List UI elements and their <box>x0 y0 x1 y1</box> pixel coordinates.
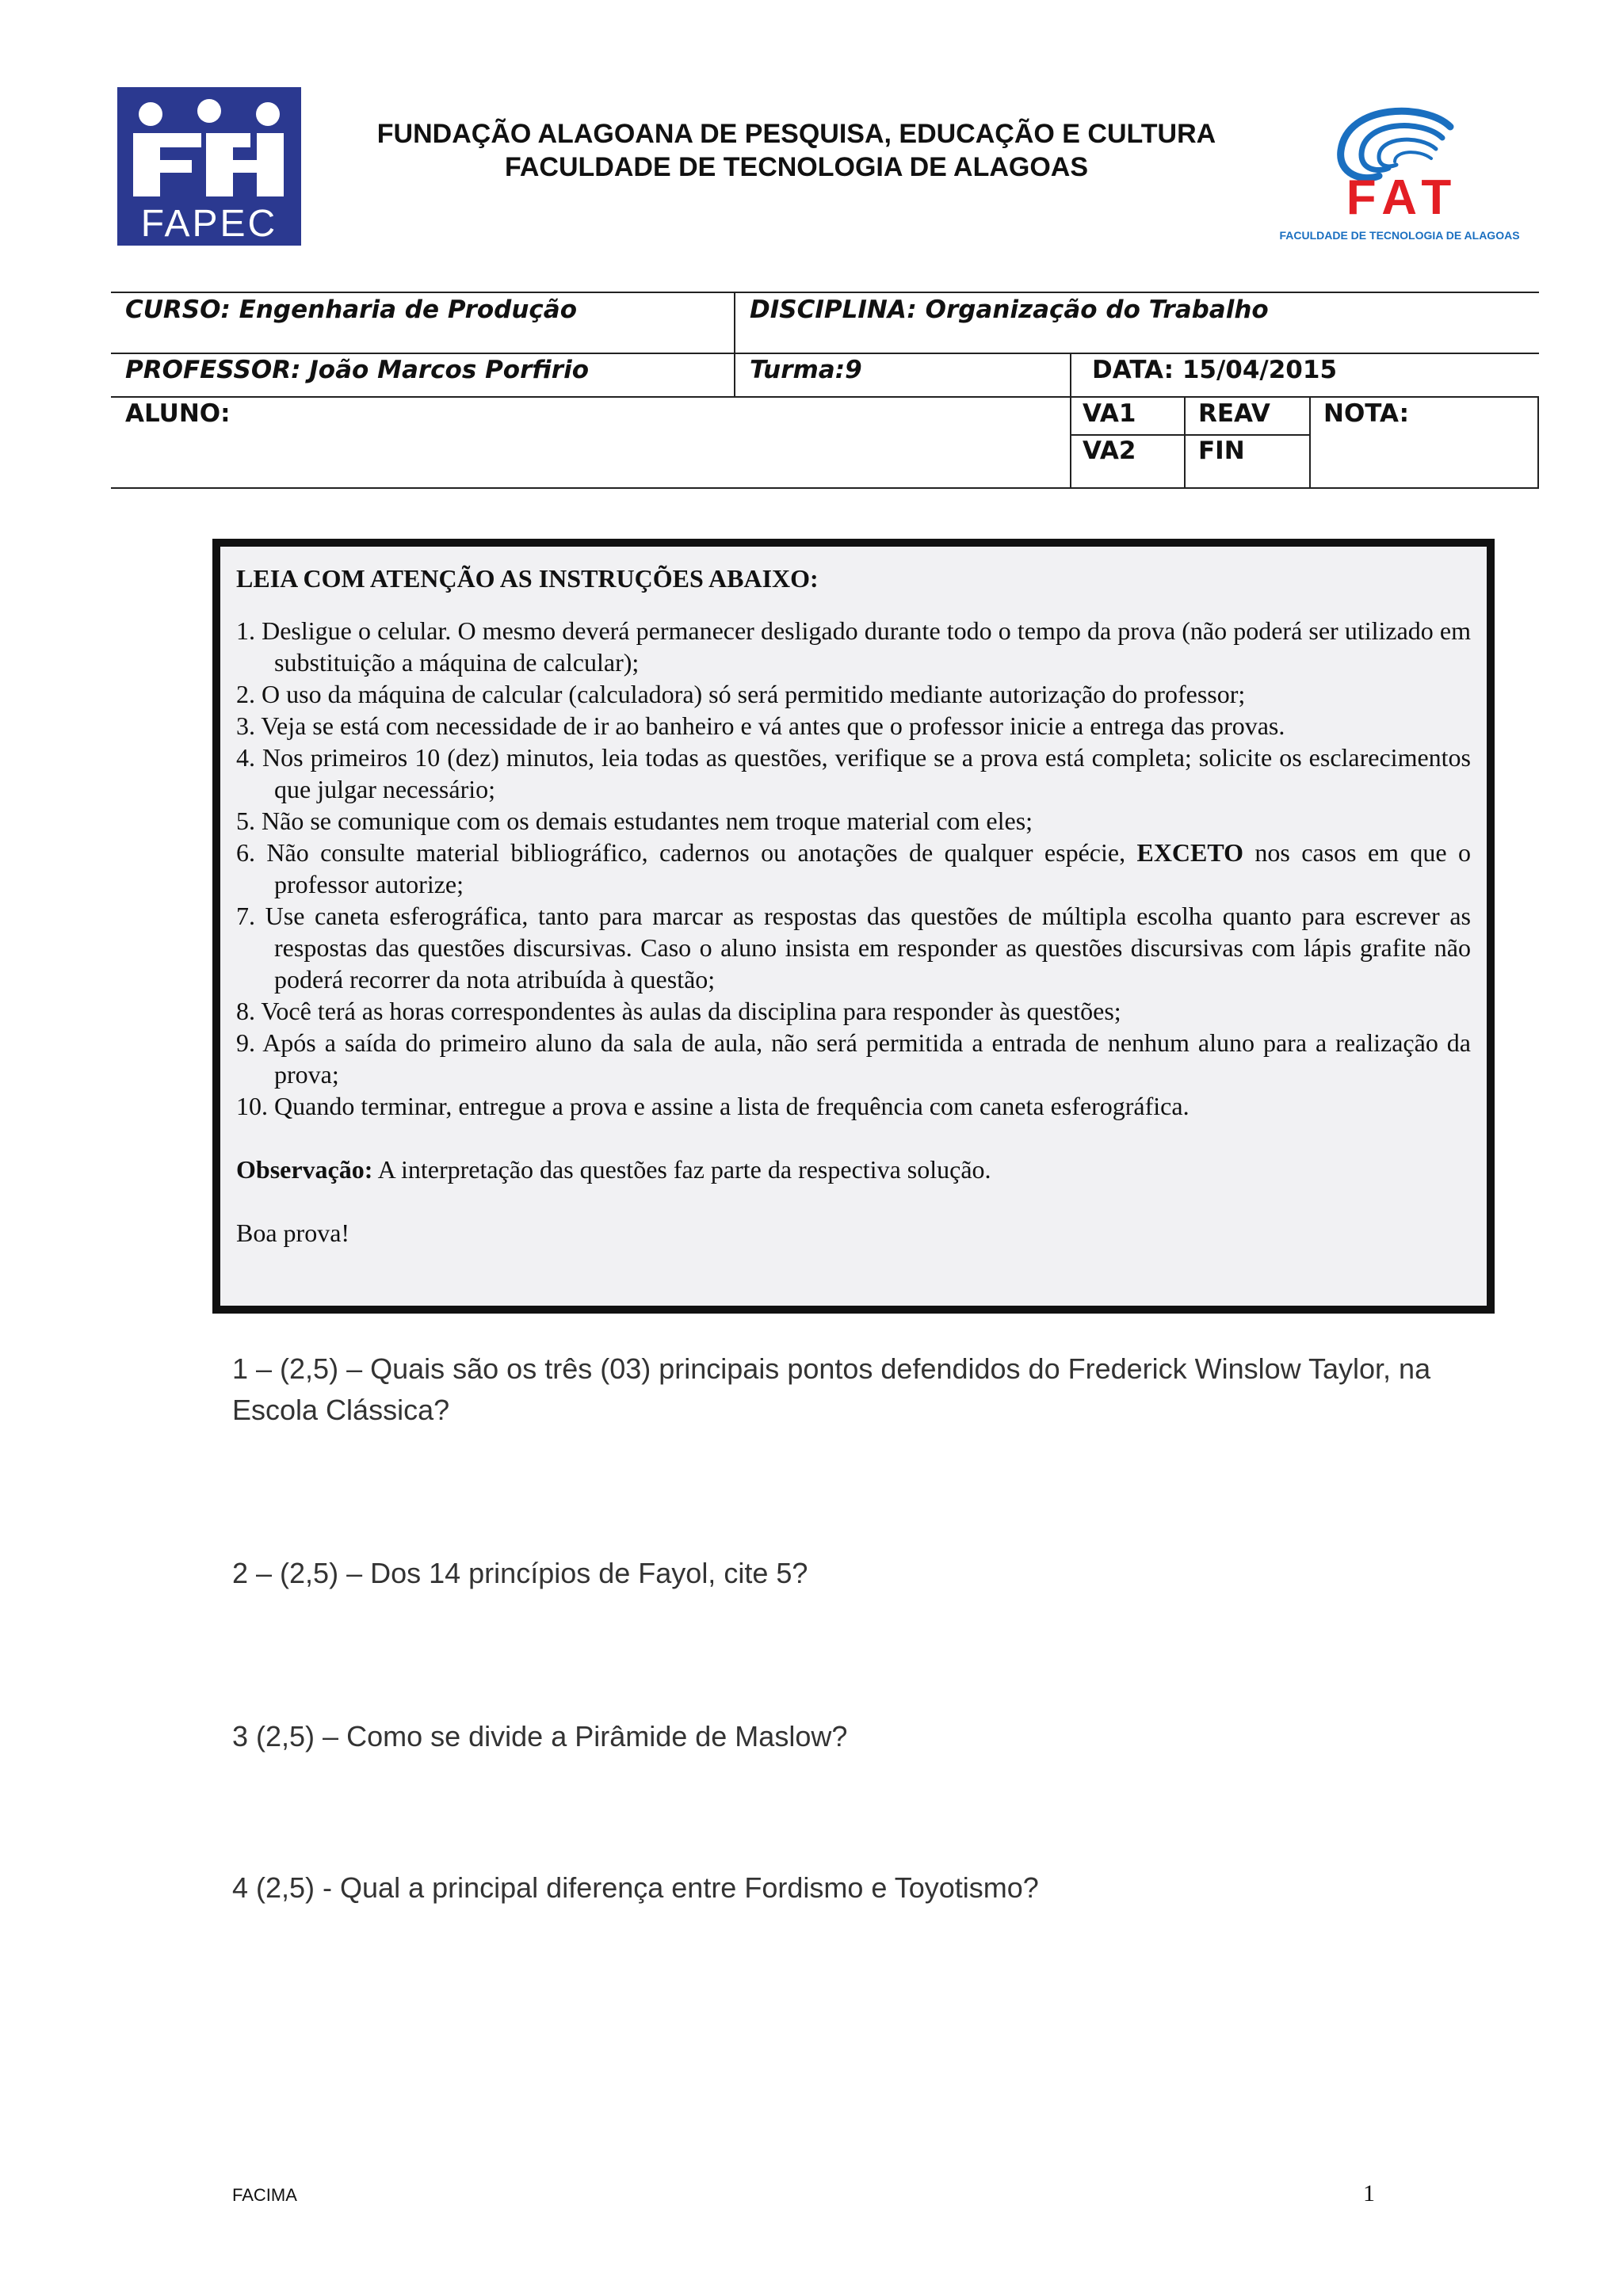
question-1: 1 – (2,5) – Quais são os três (03) principais pontos defendidos do Frederick Winslow Taylor, na Escola Clássica? <box>232 1352 1431 1426</box>
professor-field: PROFESSOR: João Marcos Porfirio <box>125 356 589 384</box>
table-border <box>1309 396 1311 487</box>
instructions-box <box>212 539 1495 1314</box>
instruction-item: 4. Nos primeiros 10 (dez) minutos, leia todas as questões, verifique se a prova está completa; solicite os esclarecimentos que julgar necessário; <box>236 743 1471 803</box>
fapec-logo <box>117 87 301 246</box>
fin-field: FIN <box>1198 437 1245 465</box>
table-border <box>1184 396 1186 487</box>
fat-logo <box>1252 103 1545 246</box>
grade-field: NOTA: <box>1323 399 1410 428</box>
reav-field: REAV <box>1198 399 1270 428</box>
course-field: CURSO: Engenharia de Produção <box>125 296 578 324</box>
table-border <box>111 396 1539 398</box>
instruction-item: 8. Você terá as horas correspondentes às aulas da disciplina para responder às questões; <box>236 997 1121 1025</box>
fat-logo-subtitle: FACULDADE DE TECNOLOGIA DE ALAGOAS <box>1279 229 1520 242</box>
table-border <box>734 292 735 396</box>
instructions-title: LEIA COM ATENÇÃO AS INSTRUÇÕES ABAIXO: <box>236 564 819 593</box>
table-border <box>1070 396 1071 487</box>
closing-text: Boa prova! <box>236 1219 350 1247</box>
instruction-item: 3. Veja se está com necessidade de ir ao banheiro e vá antes que o professor inicie a entrega das provas. <box>236 711 1285 740</box>
va2-field: VA2 <box>1083 437 1136 465</box>
instruction-item: 5. Não se comunique com os demais estudantes nem troque material com eles; <box>236 807 1033 835</box>
table-border <box>111 353 1539 354</box>
question-3: 3 (2,5) – Como se divide a Pirâmide de Maslow? <box>232 1720 848 1753</box>
question-4: 4 (2,5) - Qual a principal diferença entre Fordismo e Toyotismo? <box>232 1871 1039 1904</box>
question-2: 2 – (2,5) – Dos 14 princípios de Fayol, cite 5? <box>232 1557 808 1589</box>
instruction-item: 2. O uso da máquina de calcular (calculadora) só será permitido mediante autorização do professor; <box>236 680 1246 708</box>
table-border <box>111 292 1539 293</box>
table-border <box>111 487 1539 489</box>
footer-label: FACIMA <box>232 2185 297 2205</box>
instruction-item: 9. Após a saída do primeiro aluno da sala de aula, não será permitida a entrada de nenhum aluno para a realização da prova; <box>236 1028 1471 1089</box>
organization-name: FUNDAÇÃO ALAGOANA DE PESQUISA, EDUCAÇÃO E CULTURA <box>376 119 1216 149</box>
class-field: Turma:9 <box>750 356 862 384</box>
observation-text: A interpretação das questões faz parte da respectiva solução. <box>372 1155 991 1184</box>
student-field: ALUNO: <box>125 399 231 428</box>
instruction-item: 7. Use caneta esferográfica, tanto para marcar as respostas das questões de múltipla escolha quanto para escrever as respostas das questões discursivas. Caso o aluno insista em responder as questões discursivas com lápis grafite não poderá recorrer da nota atribuída à questão; <box>236 902 1471 994</box>
observation <box>236 1154 1471 1185</box>
va1-field: VA1 <box>1083 399 1136 428</box>
instruction-item: 10. Quando terminar, entregue a prova e assine a lista de frequência com caneta esferográfica. <box>236 1092 1190 1120</box>
fat-swirl-icon <box>1252 103 1545 246</box>
table-border <box>1070 434 1309 436</box>
faculty-name: FACULDADE DE TECNOLOGIA DE ALAGOAS <box>504 152 1089 182</box>
fapec-logo-text: FAPEC <box>140 203 278 245</box>
observation-label: Observação: <box>236 1155 373 1184</box>
instruction-text: 6. Não consulte material bibliográfico, cadernos ou anotações de qualquer espécie, <box>236 838 1137 867</box>
fapec-emblem-icon <box>117 87 301 246</box>
table-border <box>1537 396 1539 487</box>
subject-field: DISCIPLINA: Organização do Trabalho <box>750 296 1269 324</box>
instruction-item: 1. Desligue o celular. O mesmo deverá permanecer desligado durante todo o tempo da prova (não poderá ser utilizado em substituição a máquina de calcular); <box>236 616 1471 677</box>
fat-logo-text: FAT <box>1346 170 1460 225</box>
instruction-emphasis: EXCETO <box>1136 838 1244 867</box>
instruction-text: nos casos em que o professor autorize; <box>274 838 1472 898</box>
table-border <box>1070 353 1071 396</box>
date-field: DATA: 15/04/2015 <box>1092 356 1338 384</box>
instruction-item <box>236 837 1471 900</box>
page-number: 1 <box>1363 2180 1375 2206</box>
